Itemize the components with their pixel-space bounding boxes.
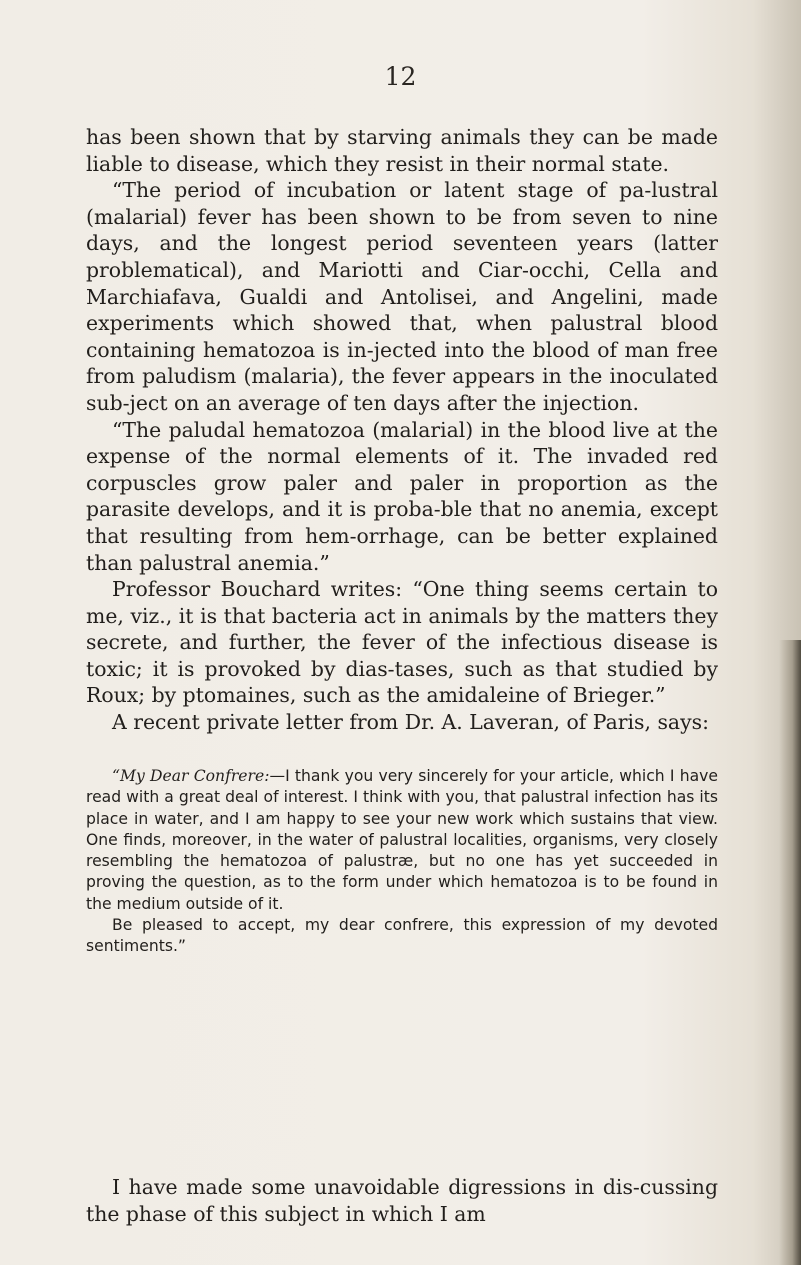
- paragraph-1: has been shown that by starving animals they can be made liable to disease, which they resist in their normal state.: [86, 125, 718, 176]
- paragraph-4: Professor Bouchard writes: “One thing seems certain to me, viz., it is that bacteria act in animals by the matters they secrete, and further, the fever of the infectious disease is toxic; it is provoked by dias-tases, such as that studied by Roux; by ptomaines, such as the amidaleine of Brieger.”: [86, 577, 718, 708]
- page-number: 12: [384, 62, 417, 91]
- paragraph-5: A recent private letter from Dr. A. Laveran, of Paris, says:: [112, 710, 709, 735]
- letter-body: —I thank you very sincerely for your article, which I have read with a great deal of interest. I think with you, that palustral infection has its place in water, and I am happy to see your new work which sustains that view. One finds, moreover, in the water of palustral localities, organisms, very closely resembling the hematozoa of palustræ, but no one has yet succeeded in proving the question, as to the form under which hematozoa is to be found in the medium outside of it.: [86, 767, 718, 913]
- letter-body-paragraph: [86, 766, 718, 915]
- paragraph-2: “The period of incubation or latent stage of pa-lustral (malarial) fever has been shown to be from seven to nine days, and the longest period seventeen years (latter problematical), and Mariotti and Ciar-occhi, Cella and Marchiafava, Gualdi and Antolisei, and Angelini, made experiments which showed that, when palustral blood containing hematozoa is in-jected into the blood of man free from paludism (malaria), the fever appears in the inoculated sub-ject on an average of ten days after the injection.: [86, 178, 718, 415]
- letter-salutation: “My Dear Confrere:: [112, 767, 270, 785]
- body-text-upper: [86, 124, 718, 736]
- paragraph-3: “The paludal hematozoa (malarial) in the blood live at the expense of the normal elements of it. The invaded red corpuscles grow paler and paler in proportion as the parasite develops, and it is proba-ble that no anemia, except that resulting from hem-orrhage, can be better explained than palustral anemia.”: [86, 417, 718, 575]
- letter-closing: Be pleased to accept, my dear confrere, this expression of my devoted sentiments.”: [86, 916, 718, 956]
- quoted-letter: [86, 766, 718, 958]
- final-paragraph: I have made some unavoidable digressions in dis-cussing the phase of this subject in which I am: [86, 1175, 718, 1226]
- page-edge-shadow: [779, 640, 801, 1265]
- body-text-lower: [86, 1174, 718, 1227]
